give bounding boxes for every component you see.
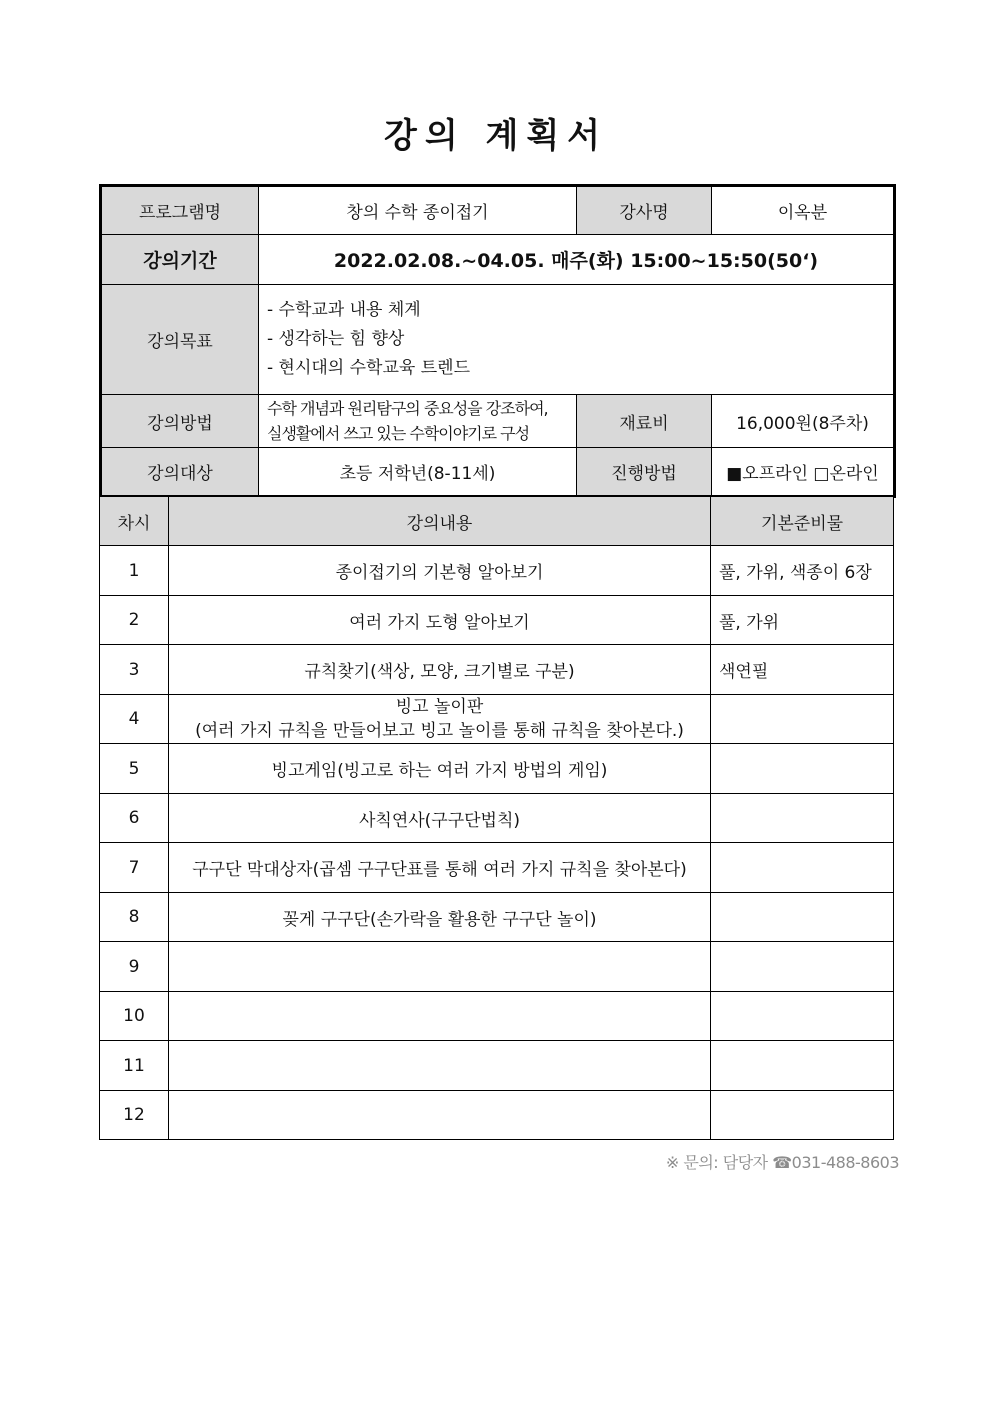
table-row	[100, 942, 894, 992]
material-fee-label: 재료비	[577, 395, 712, 448]
table-row	[100, 744, 894, 794]
session-materials	[711, 794, 894, 843]
target-label: 강의대상	[101, 448, 259, 497]
session-content	[169, 695, 711, 744]
session-content: 꽂게 구구단(손가락을 활용한 구구단 놀이)	[169, 893, 711, 942]
goal-list	[259, 285, 895, 395]
session-number: 10	[100, 992, 169, 1041]
session-content	[169, 942, 711, 992]
session-materials	[711, 695, 894, 744]
lecture-info-table	[99, 184, 896, 498]
method-line: 실생활에서 쓰고 있는 수학이야기로 구성	[267, 424, 530, 443]
session-materials: 풀, 가위	[711, 596, 894, 645]
instructor-value: 이옥분	[712, 186, 895, 235]
goal-item: - 현시대의 수학교육 트렌드	[267, 358, 470, 378]
schedule-table	[99, 496, 894, 1140]
table-row	[100, 645, 894, 695]
program-label: 프로그램명	[101, 186, 259, 235]
session-number: 2	[100, 596, 169, 645]
table-row	[100, 596, 894, 645]
goal-item: - 수학교과 내용 체계	[267, 300, 421, 320]
session-content: 규칙찾기(색상, 모양, 크기별로 구분)	[169, 645, 711, 695]
session-materials: 색연필	[711, 645, 894, 695]
target-value: 초등 저학년(8-11세)	[259, 448, 577, 497]
table-row	[100, 695, 894, 744]
table-row	[100, 546, 894, 596]
session-materials	[711, 744, 894, 794]
table-row	[100, 992, 894, 1041]
session-content: 여러 가지 도형 알아보기	[169, 596, 711, 645]
session-materials	[711, 893, 894, 942]
period-value: 2022.02.08.~04.05. 매주(화) 15:00~15:50(50‘)	[259, 235, 895, 285]
method-value	[259, 395, 577, 448]
method-label: 강의방법	[101, 395, 259, 448]
header-content: 강의내용	[169, 497, 711, 546]
session-materials	[711, 942, 894, 992]
header-materials: 기본준비물	[711, 497, 894, 546]
page-title: 강의 계획서	[383, 116, 609, 156]
session-number: 6	[100, 794, 169, 843]
period-label: 강의기간	[101, 235, 259, 285]
session-materials	[711, 843, 894, 893]
session-content: 사칙연사(구구단법칙)	[169, 794, 711, 843]
session-materials	[711, 992, 894, 1041]
instructor-label: 강사명	[577, 186, 712, 235]
session-content	[169, 1041, 711, 1091]
goal-item: - 생각하는 힘 향상	[267, 329, 405, 349]
program-value: 창의 수학 종이접기	[259, 186, 577, 235]
table-row	[100, 1091, 894, 1140]
session-content-line: (여러 가지 규칙을 만들어보고 빙고 놀이를 통해 규칙을 찾아본다.)	[195, 721, 684, 741]
table-row	[100, 794, 894, 843]
session-content: 종이접기의 기본형 알아보기	[169, 546, 711, 596]
session-number: 9	[100, 942, 169, 992]
session-number: 3	[100, 645, 169, 695]
goal-label: 강의목표	[101, 285, 259, 395]
header-session: 차시	[100, 497, 169, 546]
table-row	[100, 843, 894, 893]
session-number: 12	[100, 1091, 169, 1140]
session-content-line: 빙고 놀이판	[395, 697, 484, 717]
session-materials: 풀, 가위, 색종이 6장	[711, 546, 894, 596]
contact-note: ※ 문의: 담당자 ☎031-488-8603	[665, 1153, 899, 1172]
session-materials	[711, 1091, 894, 1140]
session-content: 빙고게임(빙고로 하는 여러 가지 방법의 게임)	[169, 744, 711, 794]
material-fee-value: 16,000원(8주차)	[712, 395, 895, 448]
table-row	[100, 893, 894, 942]
session-content	[169, 992, 711, 1041]
session-content: 구구단 막대상자(곱셈 구구단표를 통해 여러 가지 규칙을 찾아본다)	[169, 843, 711, 893]
session-number: 8	[100, 893, 169, 942]
session-number: 7	[100, 843, 169, 893]
session-content	[169, 1091, 711, 1140]
session-number: 11	[100, 1041, 169, 1091]
mode-label: 진행방법	[577, 448, 712, 497]
session-number: 4	[100, 695, 169, 744]
table-row	[100, 1041, 894, 1091]
method-line: 수학 개념과 원리탐구의 중요성을 강조하여,	[267, 399, 548, 418]
session-materials	[711, 1041, 894, 1091]
session-number: 5	[100, 744, 169, 794]
session-number: 1	[100, 546, 169, 596]
mode-value: ■오프라인 □온라인	[712, 448, 895, 497]
